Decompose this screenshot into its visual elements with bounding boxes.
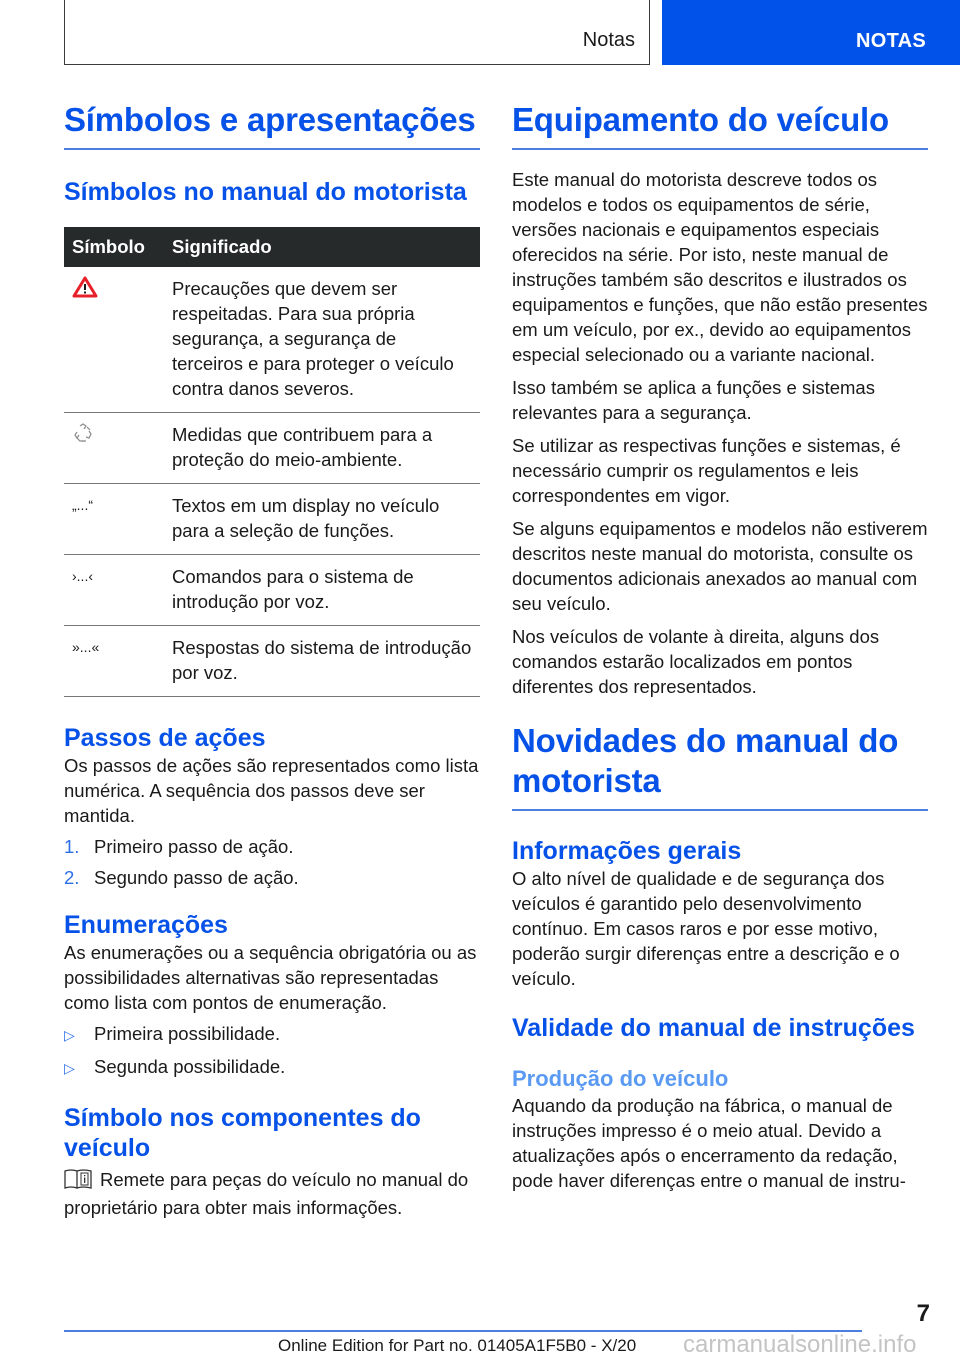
table-row bbox=[64, 413, 480, 484]
meaning-cell: Precauções que devem ser respeitadas. Para sua própria segurança, a segurança de terceiros e para proteger o veículo contra danos severos. bbox=[164, 267, 480, 413]
heading-manual-validity: Validade do manual de instruções bbox=[512, 1014, 915, 1042]
recycle-icon bbox=[72, 431, 94, 447]
equipment-paragraph: Nos veículos de volante à direita, alguns dos comandos estarão localizados em pontos diferentes dos representados. bbox=[512, 626, 880, 697]
column-header-meaning: Significado bbox=[172, 236, 272, 257]
chapter-tab[interactable] bbox=[662, 0, 960, 65]
list-item-text: Segundo passo de ação. bbox=[94, 867, 299, 888]
symbol-cell: „...“ bbox=[64, 484, 164, 555]
components-text bbox=[64, 1167, 480, 1220]
equipment-paragraph: Se utilizar as respectivas funções e sistemas, é necessário cumprir os regulamentos e leis correspondentes em vigor. bbox=[512, 435, 901, 506]
heading-action-steps: Passos de ações bbox=[64, 724, 266, 752]
list-number: 2. bbox=[64, 867, 80, 888]
equipment-paragraph: Se alguns equipamentos e modelos não estiverem descritos neste manual do motorista, consulte os documentos adicionais anexados ao manual com seu veículo. bbox=[512, 518, 928, 614]
heading-symbols-manual: Símbolos no manual do motorista bbox=[64, 178, 467, 206]
table-row bbox=[64, 626, 480, 697]
heading-vehicle-production: Produção do veículo bbox=[512, 1066, 729, 1091]
bullet-list bbox=[64, 1021, 480, 1081]
enumerations-text: As enumerações ou a sequência obrigatória ou as possibilidades alternativas são representadas como lista com pontos de enumeração. bbox=[64, 942, 477, 1013]
edition-text: Online Edition for Part no. 01405A1F5B0 - X/20 bbox=[278, 1336, 637, 1355]
running-header-box bbox=[64, 0, 650, 65]
chapter-tab-label: NOTAS bbox=[855, 30, 926, 52]
section-label: Notas bbox=[582, 29, 635, 51]
page-number: 7 bbox=[916, 1300, 930, 1327]
symbols-table bbox=[64, 227, 480, 697]
meaning-cell: Respostas do sistema de introdução por voz. bbox=[164, 626, 480, 697]
symbol-cell: ›...‹ bbox=[64, 555, 164, 626]
table-header-row bbox=[64, 227, 480, 267]
equipment-paragraph: Este manual do motorista descreve todos os modelos e todos os equipamentos de série, versões nacionais e equipamentos especiais oferecidos na série. Por isto, neste manual de instruções também são descritos e ilustrados os equipamentos e funções, que não estão presentes em um veículo, por ex., devido ao equipamentos especial selecionado ou a variante nacional. bbox=[512, 169, 928, 365]
production-text: Aquando da produção na fábrica, o manual de instruções impresso é o meio atual. Devido a atualizações após o encerramento da redação, pode haver diferenças entre o manual de instru- bbox=[512, 1095, 906, 1191]
table-row bbox=[64, 267, 480, 413]
section-title-news: Novidades do manual do motorista bbox=[512, 721, 928, 811]
list-item bbox=[64, 834, 480, 859]
table-row bbox=[64, 484, 480, 555]
list-item bbox=[64, 1021, 480, 1048]
action-steps-text: Os passos de ações são representados como lista numérica. A sequência dos passos deve ser mantida. bbox=[64, 755, 479, 826]
list-item-text: Primeiro passo de ação. bbox=[94, 836, 294, 857]
meaning-cell: Medidas que contribuem para a proteção do meio-ambiente. bbox=[164, 413, 480, 484]
column-header-symbol: Símbolo bbox=[72, 236, 145, 257]
symbol-cell bbox=[64, 413, 164, 484]
meaning-cell: Textos em um display no veículo para a seleção de funções. bbox=[164, 484, 480, 555]
manual-book-info-icon bbox=[64, 1169, 92, 1195]
symbol-cell bbox=[64, 267, 164, 413]
list-item bbox=[64, 865, 480, 890]
numbered-list bbox=[64, 834, 480, 890]
section-title-symbols: Símbolos e apresentações bbox=[64, 100, 480, 150]
list-item-text: Segunda possibilidade. bbox=[94, 1056, 286, 1077]
list-number: 1. bbox=[64, 836, 80, 857]
meaning-cell: Comandos para o sistema de introdução por voz. bbox=[164, 555, 480, 626]
triangle-bullet-icon: ▷ bbox=[64, 1060, 75, 1076]
symbol-cell: »...« bbox=[64, 626, 164, 697]
list-item bbox=[64, 1054, 480, 1081]
heading-enumerations: Enumerações bbox=[64, 911, 228, 939]
components-description: Remete para peças do veículo no manual do proprietário para obter mais informações. bbox=[64, 1169, 469, 1218]
heading-general-info: Informações gerais bbox=[512, 837, 742, 865]
triangle-bullet-icon: ▷ bbox=[64, 1027, 75, 1043]
warning-triangle-icon bbox=[72, 285, 98, 301]
left-column bbox=[64, 100, 480, 1220]
list-item-text: Primeira possibilidade. bbox=[94, 1023, 281, 1044]
watermark-link[interactable]: carmanualsonline.info bbox=[683, 1331, 917, 1358]
section-title-equipment: Equipamento do veículo bbox=[512, 100, 928, 150]
right-column bbox=[512, 100, 928, 1193]
equipment-paragraph: Isso também se aplica a funções e sistemas relevantes para a segurança. bbox=[512, 377, 875, 423]
heading-vehicle-components: Símbolo nos componentes do veículo bbox=[64, 1104, 421, 1162]
general-info-text: O alto nível de qualidade e de segurança dos veículos é garantido pelo desenvolvimento contínuo. Em casos raros e por esse motivo, poderão surgir diferenças entre a descrição e o veículo. bbox=[512, 868, 900, 989]
table-row bbox=[64, 555, 480, 626]
